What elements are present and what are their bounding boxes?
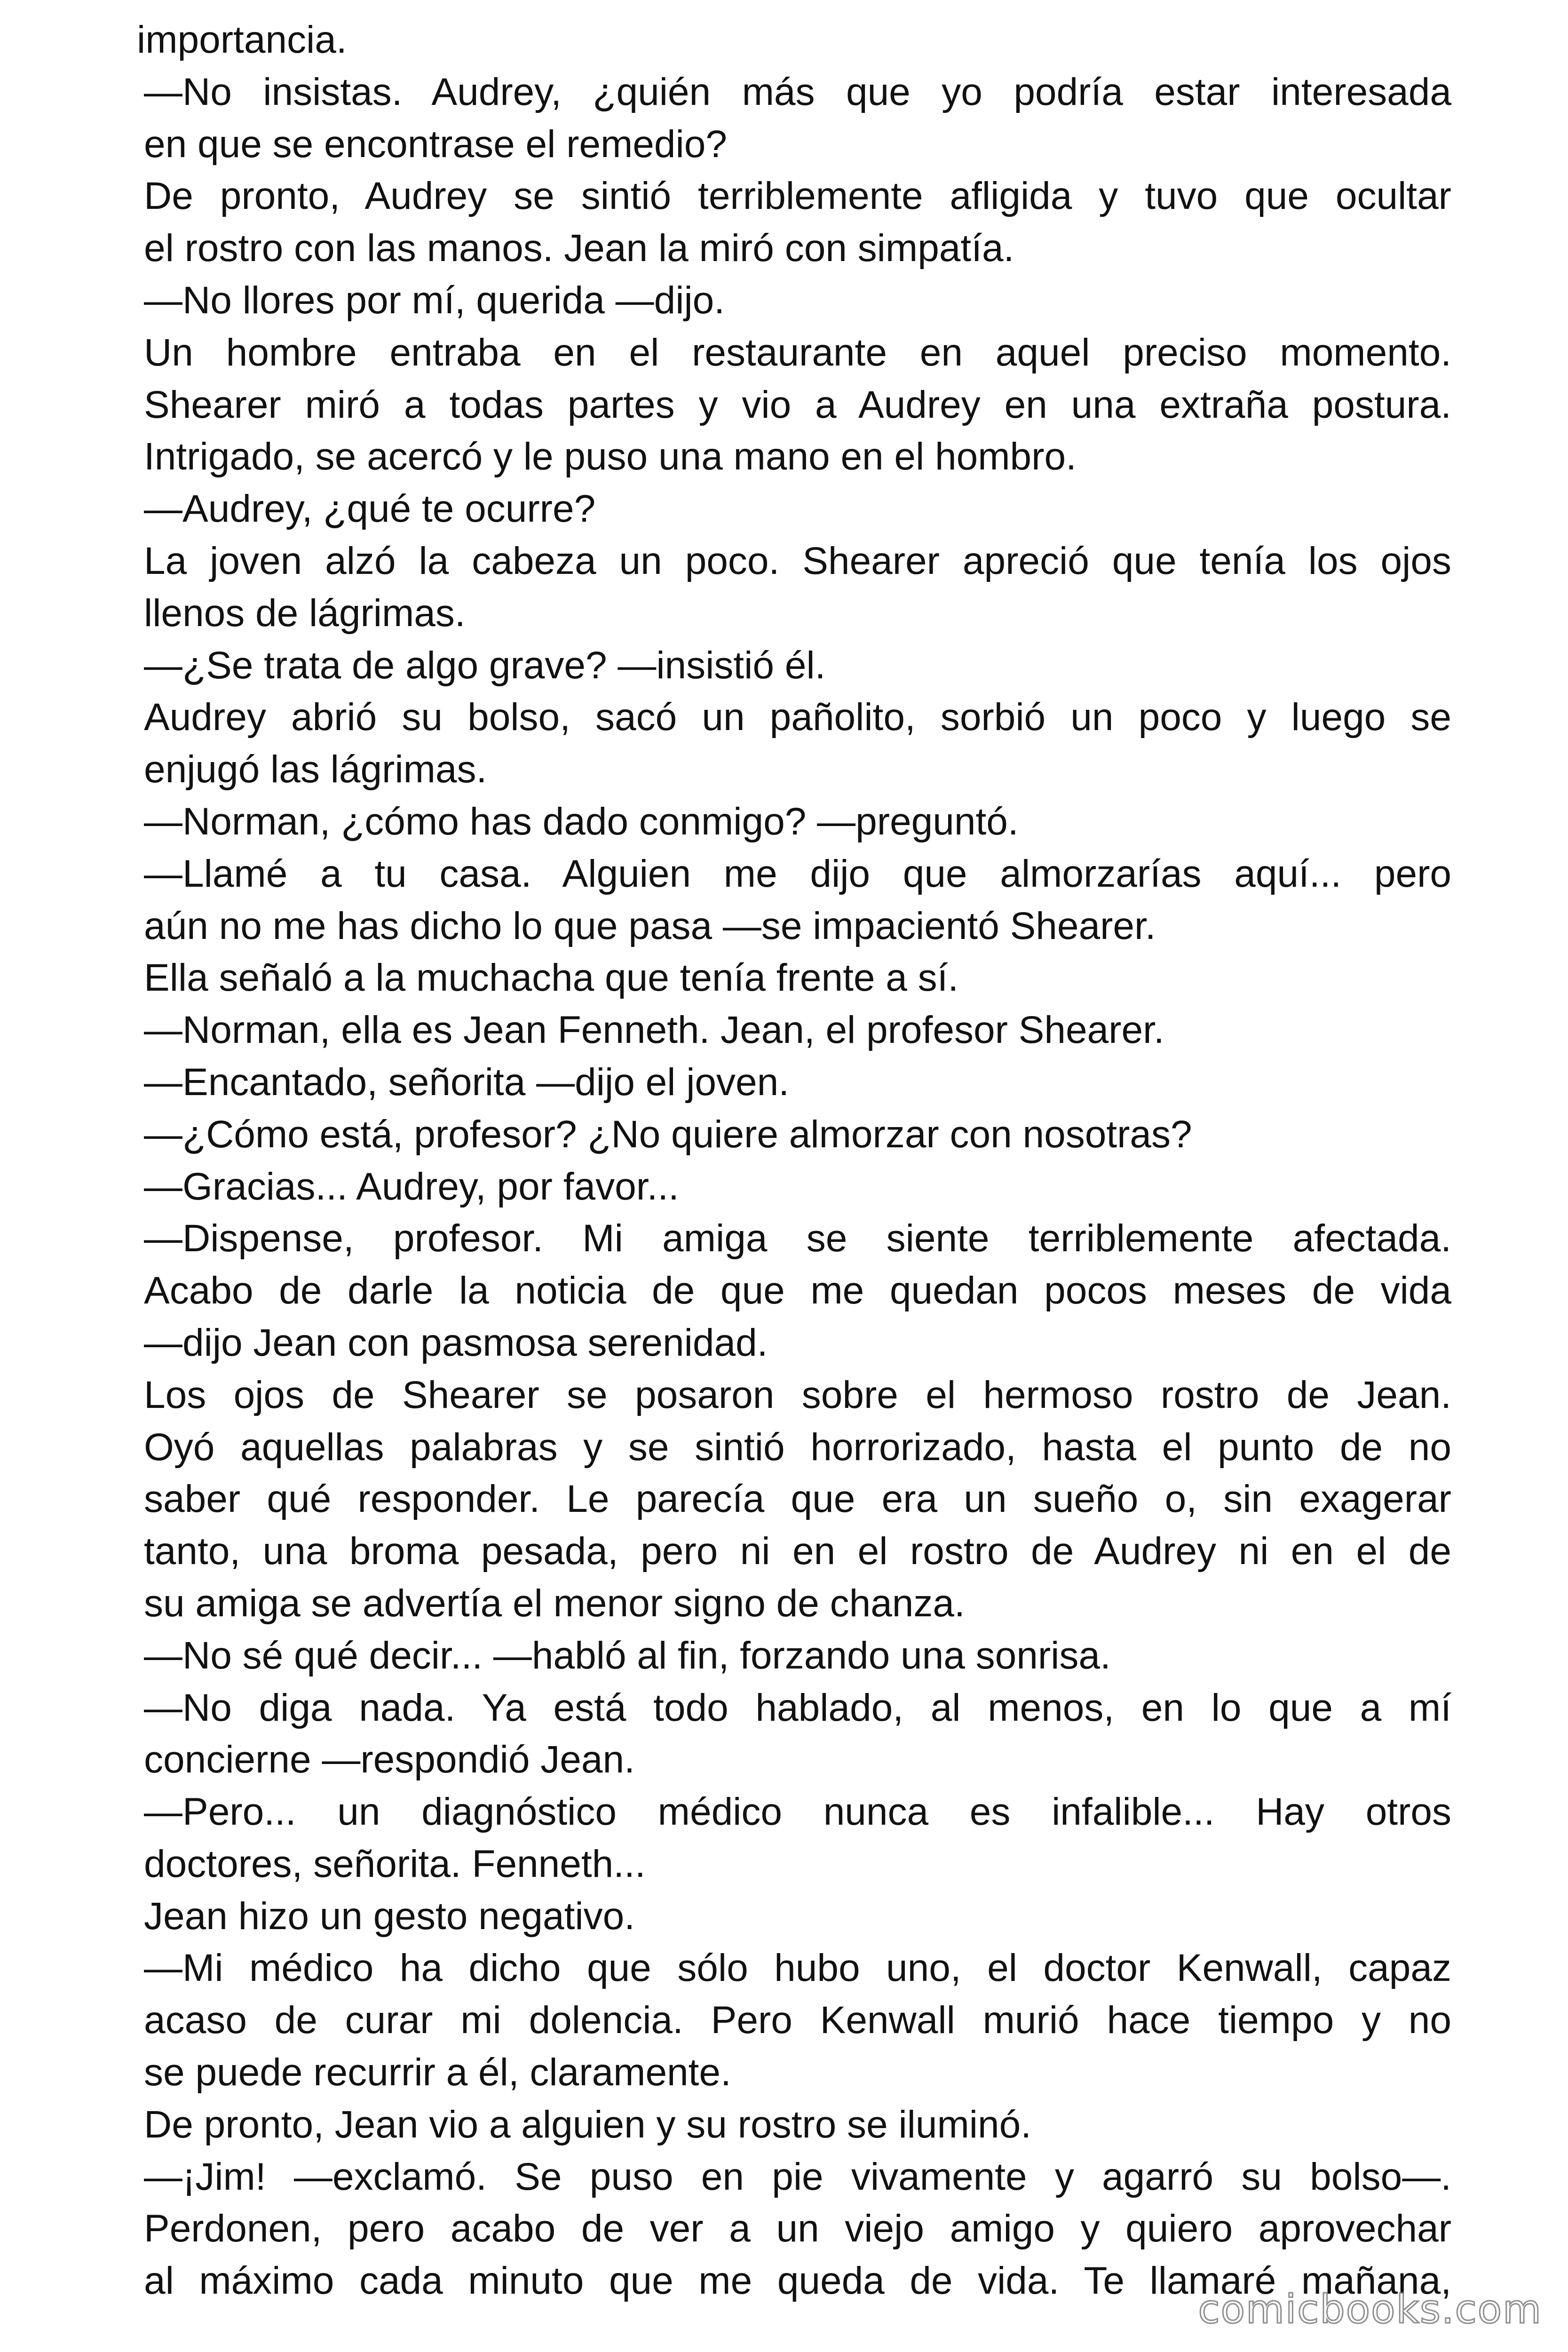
text-line: doctores, señorita. Fenneth...	[144, 1842, 646, 1885]
text-line: —No sé qué decir... —habló al fin, forzando una sonrisa.	[144, 1634, 1111, 1677]
watermark-logo: comicbooks.com	[1198, 2286, 1542, 2332]
text-line: llenos de lágrimas.	[144, 591, 466, 635]
text-line: aún no me has dicho lo que pasa —se impacientó Shearer.	[144, 904, 1156, 947]
text-line: —Pero... un diagnóstico médico nunca es infalible... Hay otros	[144, 1790, 1451, 1834]
page-body-text	[137, 14, 1451, 2307]
text-line: —No llores por mí, querida —dijo.	[144, 278, 725, 322]
text-line: —No insistas. Audrey, ¿quién más que yo podría estar interesada	[144, 70, 1451, 113]
text-line: se puede recurrir a él, claramente.	[144, 2051, 731, 2094]
text-line: Jean hizo un gesto negativo.	[144, 1894, 635, 1938]
text-line: —Audrey, ¿qué te ocurre?	[144, 487, 596, 531]
text-line: saber qué responder. Le parecía que era un sueño o, sin exagerar	[144, 1478, 1451, 1521]
text-line: De pronto, Jean vio a alguien y su rostro se iluminó.	[144, 2103, 1032, 2146]
text-line: al máximo cada minuto que me queda de vida. Te llamaré mañana,	[144, 2259, 1451, 2303]
text-line: Shearer miró a todas partes y vio a Audrey en una extraña postura.	[144, 383, 1451, 426]
text-line: importancia.	[137, 18, 347, 61]
text-line: —No diga nada. Ya está todo hablado, al menos, en lo que a mí	[144, 1686, 1451, 1729]
text-line: De pronto, Audrey se sintió terriblemente afligida y tuvo que ocultar	[144, 175, 1451, 218]
text-line: Audrey abrió su bolso, sacó un pañolito, sorbió un poco y luego se	[144, 696, 1451, 739]
text-line: enjugó las lágrimas.	[144, 748, 487, 791]
text-line: Oyó aquellas palabras y se sintió horrorizado, hasta el punto de no	[144, 1425, 1451, 1469]
text-line: —Norman, ¿cómo has dado conmigo? —preguntó.	[144, 800, 1019, 843]
text-line: Perdonen, pero acabo de ver a un viejo amigo y quiero aprovechar	[144, 2207, 1451, 2250]
text-line: en que se encontrase el remedio?	[144, 122, 727, 166]
text-line: Los ojos de Shearer se posaron sobre el hermoso rostro de Jean.	[144, 1373, 1451, 1416]
text-line: La joven alzó la cabeza un poco. Shearer apreció que tenía los ojos	[144, 539, 1451, 582]
text-line: Intrigado, se acercó y le puso una mano en el hombro.	[144, 435, 1077, 478]
text-line: tanto, una broma pesada, pero ni en el rostro de Audrey ni en el de	[144, 1530, 1451, 1573]
text-line: Acabo de darle la noticia de que me quedan pocos meses de vida	[144, 1269, 1451, 1312]
text-line: acaso de curar mi dolencia. Pero Kenwall murió hace tiempo y no	[144, 1999, 1451, 2042]
text-line: —¿Cómo está, profesor? ¿No quiere almorzar con nosotras?	[144, 1112, 1192, 1156]
text-line: Ella señaló a la muchacha que tenía frente a sí.	[144, 956, 959, 1000]
text-line: Un hombre entraba en el restaurante en aquel preciso momento.	[144, 331, 1451, 374]
text-line: —Llamé a tu casa. Alguien me dijo que almorzarías aquí... pero	[144, 852, 1451, 895]
text-line: —Mi médico ha dicho que sólo hubo uno, el doctor Kenwall, capaz	[144, 1947, 1451, 1990]
text-line: —Dispense, profesor. Mi amiga se siente terriblemente afectada.	[144, 1217, 1451, 1260]
text-line: —Gracias... Audrey, por favor...	[144, 1165, 679, 1208]
text-line: su amiga se advertía el menor signo de chanza.	[144, 1581, 965, 1625]
text-line: concierne —respondió Jean.	[144, 1738, 635, 1781]
text-line: —Norman, ella es Jean Fenneth. Jean, el profesor Shearer.	[144, 1009, 1164, 1052]
text-line: —Encantado, señorita —dijo el joven.	[144, 1060, 790, 1104]
text-line: —¡Jim! —exclamó. Se puso en pie vivamente y agarró su bolso—.	[144, 2155, 1451, 2198]
text-line: —dijo Jean con pasmosa serenidad.	[144, 1321, 768, 1364]
text-line: el rostro con las manos. Jean la miró con simpatía.	[144, 227, 1014, 270]
text-line: —¿Se trata de algo grave? —insistió él.	[144, 644, 826, 687]
